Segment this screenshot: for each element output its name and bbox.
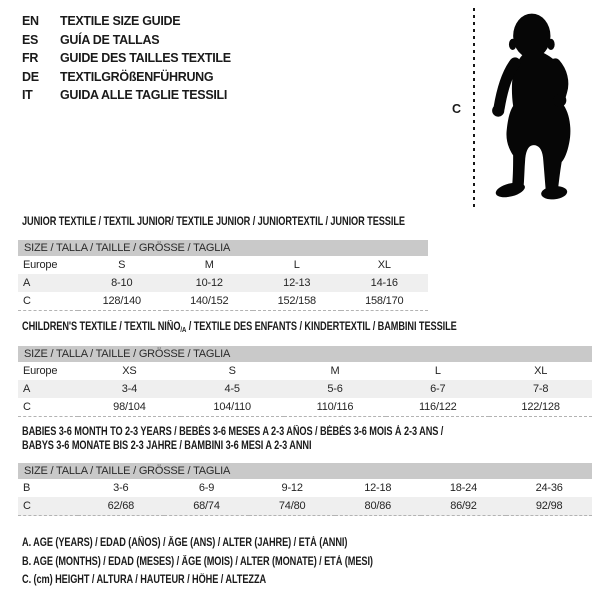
- table-row: [18, 256, 428, 274]
- value-cell: S: [228, 365, 236, 377]
- value-cell: 10-12: [195, 277, 223, 289]
- value-cell: 24-36: [535, 482, 563, 494]
- value-cell: 4-5: [224, 383, 240, 395]
- value-cell: M: [204, 259, 214, 271]
- language-row: [22, 68, 231, 87]
- table-title-line: [22, 424, 592, 438]
- value-cell: 3-6: [113, 482, 129, 494]
- row-label-cell: B: [23, 482, 31, 494]
- table-title: [18, 214, 428, 228]
- table-row: [18, 274, 428, 292]
- language-code: EN: [22, 14, 39, 28]
- value-cell: 6-7: [430, 383, 446, 395]
- value-cell: 12-13: [283, 277, 311, 289]
- title-segment: /A: [180, 325, 187, 334]
- footnote-line: [18, 533, 461, 552]
- table-row: [18, 362, 592, 380]
- height-measure-label: C: [452, 102, 462, 116]
- table-row: [18, 380, 592, 398]
- value-cell: M: [330, 365, 340, 377]
- value-cell: 68/74: [193, 500, 220, 512]
- table-title-text: [22, 215, 405, 229]
- language-row: [22, 12, 231, 31]
- value-cell: 110/116: [316, 401, 354, 413]
- table-title-line: [22, 214, 428, 228]
- row-label-cell: C: [23, 500, 31, 512]
- value-cell: 92/98: [535, 500, 563, 512]
- language-label: TEXTILGRÖßENFÜHRUNG: [60, 69, 214, 84]
- size-table: [18, 463, 592, 516]
- height-dotted-line: [473, 8, 475, 209]
- value-cell: L: [293, 259, 300, 271]
- row-label-cell: A: [23, 383, 31, 395]
- value-cell: XS: [122, 365, 137, 377]
- row-label-cell: Europe: [23, 259, 58, 271]
- value-cell: XL: [534, 365, 548, 377]
- value-cell: 80/86: [364, 500, 392, 512]
- row-label-cell: C: [23, 295, 31, 307]
- table-row: [18, 398, 592, 417]
- language-label: TEXTILE SIZE GUIDE: [60, 14, 181, 28]
- table-title-text: [22, 425, 443, 439]
- title-segment: / TEXTILE DES ENFANTS / KINDERTEXTIL / BAMBINI TESSILE: [186, 321, 457, 333]
- row-label-cell: Europe: [23, 365, 58, 377]
- footnotes: [18, 533, 461, 589]
- footnote-line: [18, 552, 461, 571]
- value-cell: 5-6: [327, 383, 343, 395]
- value-cell: 3-4: [121, 383, 138, 395]
- value-cell: L: [434, 365, 441, 377]
- language-code: FR: [22, 51, 39, 66]
- size-header-bar: SIZE / TALLA / TAILLE / GRÖSSE / TAGLIA: [18, 346, 592, 362]
- value-cell: 9-12: [281, 482, 303, 494]
- junior-textile-section: [18, 214, 428, 311]
- language-list: [22, 12, 231, 105]
- title-segment: BABYS 3-6 MONATE BIS 2-3 JAHRE / BAMBINI 3-6 MESI A 2-3 ANNI: [22, 440, 312, 452]
- value-cell: 128/140: [102, 295, 141, 307]
- language-code: DE: [22, 69, 39, 84]
- footnote-text: A. AGE (YEARS) / EDAD (AÑOS) / ÂGE (ANS) / ALTER (JAHRE) / ETÀ (ANNI): [22, 537, 348, 549]
- value-cell: 86/92: [450, 500, 477, 512]
- size-table: [18, 240, 428, 311]
- language-label: GUÍA DE TALLAS: [60, 32, 160, 47]
- value-cell: 74/80: [278, 500, 306, 512]
- table-row: [18, 292, 428, 311]
- table-title-line: [22, 319, 592, 333]
- table-title-line: [22, 438, 592, 452]
- row-label-cell: C: [23, 401, 31, 413]
- table-row: [18, 497, 592, 516]
- title-segment: CHILDREN'S TEXTILE / TEXTIL NIÑO: [22, 321, 181, 333]
- table-title: [18, 319, 592, 333]
- value-cell: 158/170: [365, 295, 404, 307]
- value-cell: 18-24: [449, 482, 478, 494]
- value-cell: S: [118, 259, 126, 271]
- baby-silhouette-icon: [487, 5, 599, 206]
- language-row: [22, 31, 231, 50]
- value-cell: 14-16: [370, 277, 398, 289]
- language-code: IT: [22, 88, 33, 103]
- footnote-line: [18, 570, 461, 589]
- value-cell: 122/128: [521, 401, 560, 413]
- size-table: [18, 346, 592, 417]
- language-row: [22, 49, 231, 68]
- value-cell: 116/122: [419, 401, 457, 413]
- babies-textile-section: [18, 424, 592, 516]
- footnote-text: C. (cm) HEIGHT / ALTURA / HAUTEUR / HÖHE / ALTEZZA: [22, 574, 267, 586]
- footnote-text: B. AGE (MONTHS) / EDAD (MESES) / ÂGE (MOIS) / ALTER (MONATE) / ETÀ (MESI): [22, 555, 373, 568]
- table-title-text: [22, 320, 457, 337]
- table-row: [18, 479, 592, 497]
- title-segment: JUNIOR TEXTILE / TEXTIL JUNIOR/ TEXTILE JUNIOR / JUNIORTEXTIL / JUNIOR TESSILE: [22, 216, 405, 228]
- value-cell: 98/104: [113, 401, 146, 413]
- value-cell: XL: [377, 259, 391, 271]
- value-cell: 6-9: [198, 482, 215, 494]
- language-row: [22, 86, 231, 105]
- language-label: GUIDE DES TAILLES TEXTILE: [60, 51, 231, 66]
- table-title-text: [22, 439, 311, 453]
- value-cell: 12-18: [364, 482, 392, 494]
- language-code: ES: [22, 32, 39, 47]
- size-header-bar: SIZE / TALLA / TAILLE / GRÖSSE / TAGLIA: [18, 240, 428, 256]
- value-cell: 62/68: [107, 500, 135, 512]
- value-cell: 140/152: [190, 295, 229, 307]
- table-title: [18, 424, 592, 452]
- title-segment: BABIES 3-6 MONTH TO 2-3 YEARS / BEBÉS 3-6 MESES A 2-3 AÑOS / BÉBÉS 3-6 MOIS À 2-3 ANS /: [22, 426, 444, 438]
- value-cell: 104/110: [213, 401, 251, 413]
- row-label-cell: A: [23, 277, 31, 289]
- childrens-textile-section: [18, 319, 592, 417]
- language-label: GUIDA ALLE TAGLIE TESSILI: [60, 88, 228, 103]
- value-cell: 152/158: [277, 295, 316, 307]
- size-header-bar: SIZE / TALLA / TAILLE / GRÖSSE / TAGLIA: [18, 463, 592, 479]
- value-cell: 7-8: [532, 383, 549, 395]
- value-cell: 8-10: [111, 277, 133, 289]
